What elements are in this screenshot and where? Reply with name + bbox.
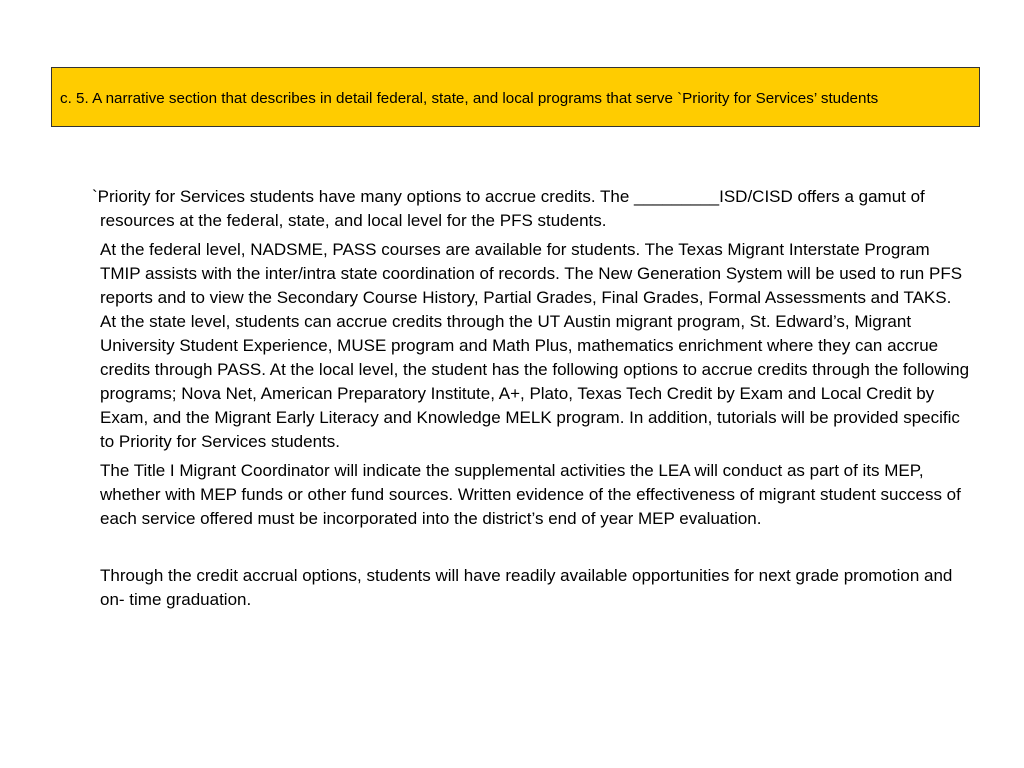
paragraph-coordinator: The Title I Migrant Coordinator will indicate the supplemental activities the LEA will conduct as part of its MEP, whether with MEP funds or other fund sources. Written evidence of the effectiveness of migrant student success of each service offered must be incorporated into the district’s end of year MEP evaluation. <box>100 461 961 528</box>
paragraph-federal-state-local: At the federal level, NADSME, PASS courses are available for students. The Texas Migrant Interstate Program TMIP assists with the inter/intra state coordination of records. The New Generation System will be used to run PFS reports and to view the Secondary Course History, Partial Grades, Final Grades, Formal Assessments and TAKS. At the state level, students can accrue credits through the UT Austin migrant program, St. Edward’s, Migrant University Student Experience, MUSE program and Math Plus, mathematics enrichment where they can accrue credits through PASS. At the local level, the student has the following options to accrue credits through the following programs; Nova Net, American Preparatory Institute, A+, Plato, Texas Tech Credit by Exam and Local Credit by Exam, and the Migrant Early Literacy and Knowledge MELK program. In addition, tutorials will be provided specific to Priority for Services students. <box>100 240 970 451</box>
paragraph-conclusion: Through the credit accrual options, students will have readily available opportunities for next grade promotion and on- time graduation. <box>100 566 953 609</box>
slide-title: c. 5. A narrative section that describes in detail federal, state, and local programs that serve `Priority for Services’ students <box>60 90 879 107</box>
slide-title-box <box>51 67 980 127</box>
paragraph-intro: `Priority for Services students have many options to accrue credits. The _________ISD/CISD offers a gamut of resources at the federal, state, and local level for the PFS students. <box>92 187 925 230</box>
slide-body <box>60 185 970 612</box>
